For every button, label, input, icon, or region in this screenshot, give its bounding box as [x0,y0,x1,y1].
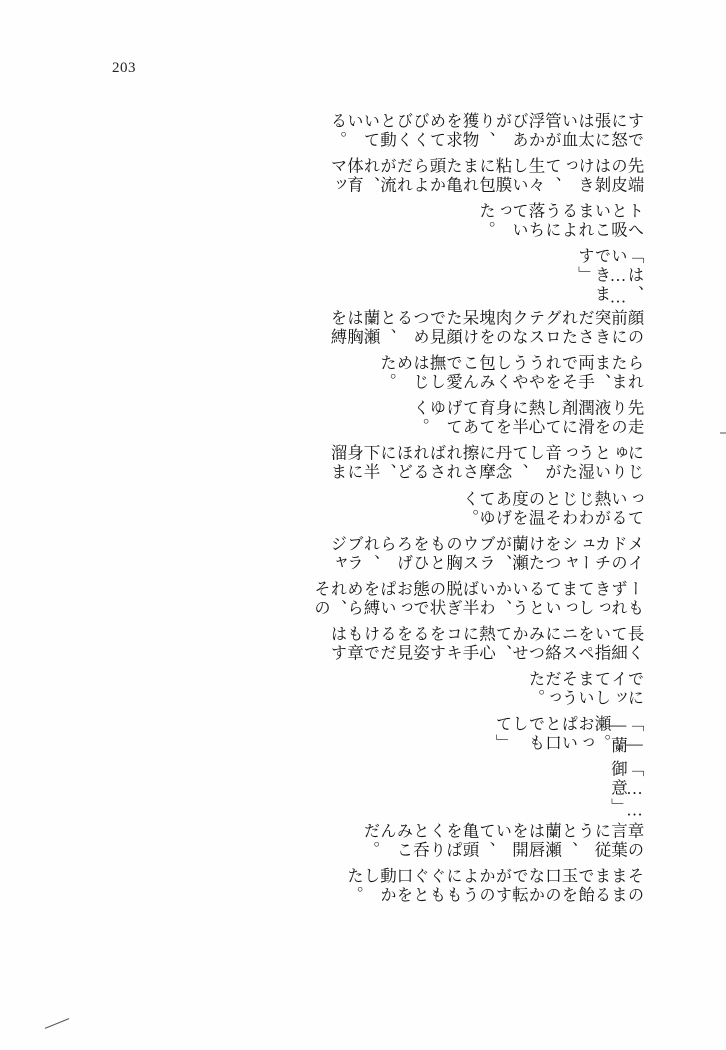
text-column: っている熱がじわじわとその温度をあげてゆく。 [460,489,644,528]
text-column: 先走りの液を潤滑剤にして熱心に半身を育ててあげてゆく。 [410,399,644,438]
text-column: すでに怒張には太い血管が浮かびあがり、獲物を求めてびくびくと動いている。 [328,112,644,151]
page-corner-mark [45,1018,69,1029]
text-column: でにイッてしまいそうだった。 [526,669,644,708]
text-column: ーもずれきってしまっているというか、いわば半脱ぎの状態でおっぱいを縛められ、その [311,579,644,618]
text-column: そのまままるで飴玉を口のなかで転がすかのようにもぐもぐと口を動かした。 [344,867,644,906]
text-column: 長くて細い指をペニスに絡みつかせて、熱心に手コキをする姿を見るだけでも章はす [328,624,644,663]
text-column: 「――蘭瀬。おっぱいと口でもして」 [493,714,644,756]
text-column: 先端の皮は剝けきって、生々しい粘膜に包まれた亀頭からよだれが流れ、体育マッ [328,157,644,196]
text-column: 顔の前に突きだされたグロテスクな肉の塊を呆けた顔で見つめると、蘭瀬は胸を縛 [328,309,644,348]
text-column: 章の言葉に従うと、蘭瀬は唇を開いて、亀頭をぱくりと呑みこんだ。 [361,822,644,861]
text-column: トへと吸いこまれるように落ちていった。 [476,202,644,241]
vertical-text-body [311,112,644,912]
page-number: 203 [112,60,136,76]
text-column: メイドのカチューシャをつけた蘭瀬が、ブラウスの胸もとをひろげられ、ブラジャ [328,534,644,573]
text-column: られたまま、両手でそれをうやうやしく包みこんで愛撫しはじめた。 [377,354,644,393]
text-column: 「は、い……できます」 [575,247,644,310]
text-column: にじゅりという湿った音がして、丹念に摩擦されればされるほどに、下半身に溜ま [328,444,644,483]
page-edge-tick [720,432,726,434]
text-column: 「……御意」 [608,759,644,823]
